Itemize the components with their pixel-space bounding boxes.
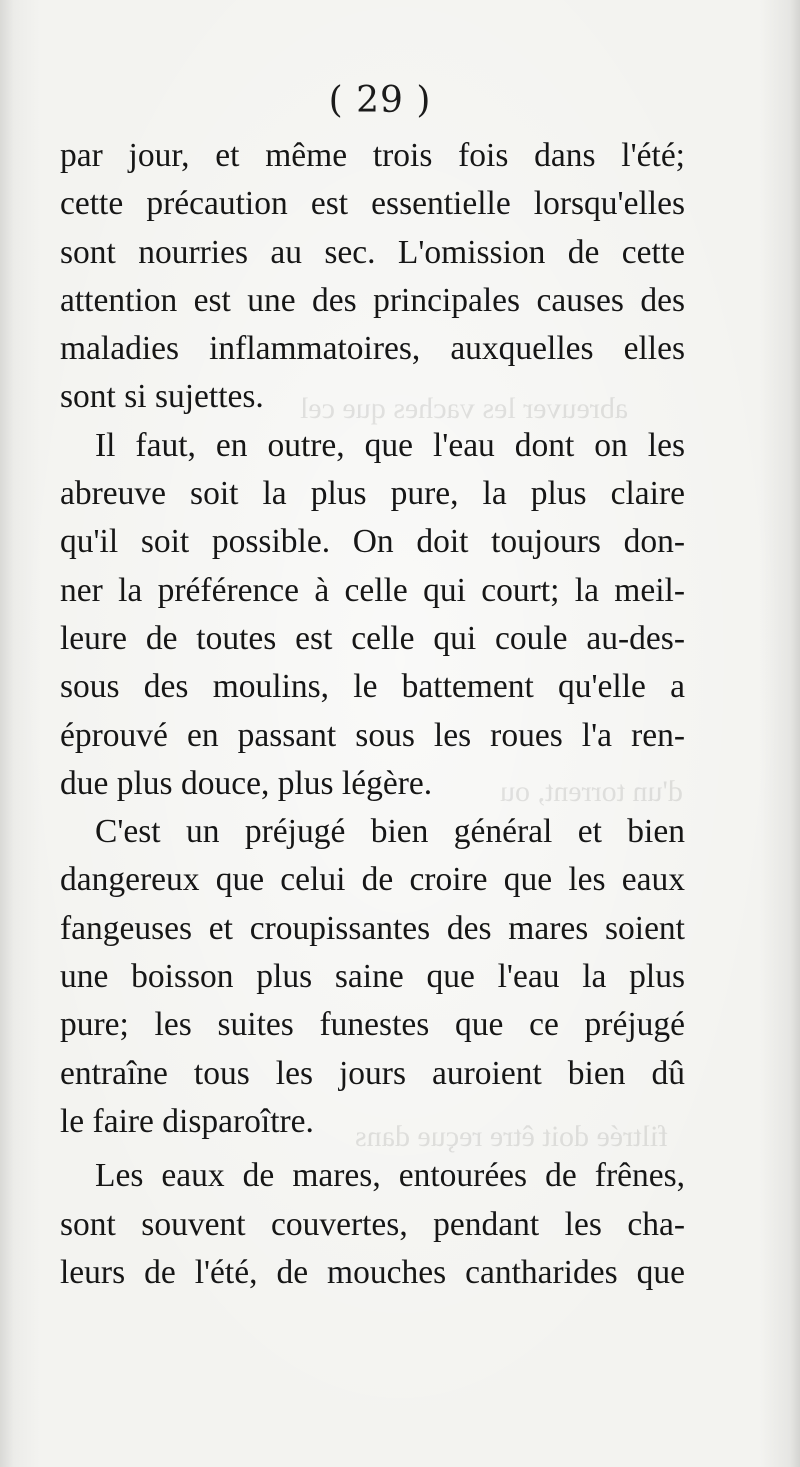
- text-line: entraîne tous les jours auroient bien dû: [60, 1054, 685, 1092]
- paragraph-4: [60, 1152, 685, 1297]
- text-line: cette précaution est essentielle lorsqu'elles: [60, 185, 685, 223]
- show-through-text: abreuver les vaches que cel: [300, 392, 629, 425]
- text-line: Les eaux de mares, entourées de frênes,: [95, 1157, 685, 1195]
- show-through-text: d'un torrent, ou: [500, 775, 683, 808]
- text-line: due plus douce, plus légère.: [60, 764, 433, 802]
- text-line: C'est un préjugé bien général et bien: [95, 813, 685, 851]
- text-line: sont souvent couvertes, pendant les cha-: [60, 1205, 685, 1243]
- text-line: Il faut, en outre, que l'eau dont on les: [95, 426, 685, 464]
- text-line: par jour, et même trois fois dans l'été;: [60, 137, 685, 174]
- paragraph-3: [60, 808, 685, 1146]
- text-line: leurs de l'été, de mouches cantharides que: [60, 1253, 685, 1291]
- text-line: éprouvé en passant sous les roues l'a ren-: [60, 716, 685, 754]
- text-line: pure; les suites funestes que ce préjugé: [60, 1006, 685, 1044]
- page-number: ( 29 ): [328, 80, 432, 121]
- body-text: [60, 132, 685, 1297]
- text-line: leure de toutes est celle qui coule au-des-: [60, 619, 685, 657]
- text-line: maladies inflammatoires, auxquelles elles: [60, 330, 685, 368]
- text-line: ner la préférence à celle qui court; la meil-: [60, 571, 685, 609]
- text-line: fangeuses et croupissantes des mares soient: [60, 909, 685, 947]
- text-line: sous des moulins, le battement qu'elle a: [60, 668, 685, 706]
- text-line: attention est une des principales causes des: [60, 281, 685, 319]
- text-line: qu'il soit possible. On doit toujours don-: [60, 523, 685, 561]
- text-line: une boisson plus saine que l'eau la plus: [60, 958, 685, 996]
- text-line: dangereux que celui de croire que les eaux: [60, 861, 685, 899]
- paragraph-1: [60, 132, 685, 422]
- text-line: abreuve soit la plus pure, la plus claire: [60, 475, 685, 513]
- text-line: sont si sujettes.: [60, 378, 264, 416]
- text-line: sont nourries au sec. L'omission de cette: [60, 233, 685, 271]
- show-through-text: filtrée doit être reçue dans: [355, 1120, 669, 1153]
- paragraph-2: [60, 422, 685, 808]
- text-line: le faire disparoître.: [60, 1102, 314, 1140]
